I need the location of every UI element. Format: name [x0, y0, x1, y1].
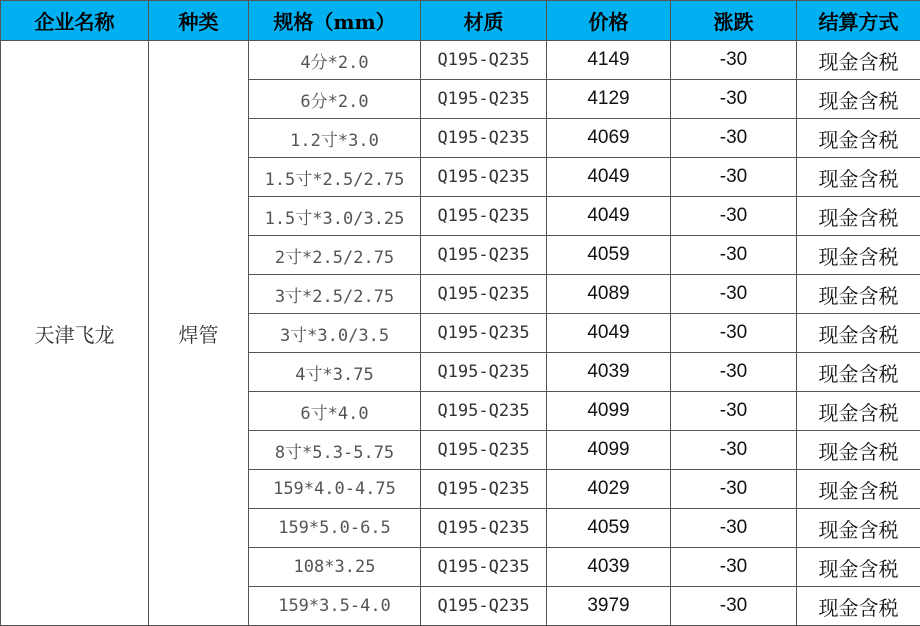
header-category: 种类 [149, 1, 249, 41]
material-cell: Q195-Q235 [421, 275, 547, 314]
material-cell: Q195-Q235 [421, 197, 547, 236]
spec-cell: 108*3.25 [249, 548, 421, 587]
price-cell: 4149 [547, 41, 671, 80]
settlement-cell: 现金含税 [797, 392, 920, 431]
price-cell: 4029 [547, 470, 671, 509]
spec-cell: 3寸*2.5/2.75 [249, 275, 421, 314]
spec-cell: 159*5.0-6.5 [249, 509, 421, 548]
change-cell: -30 [671, 236, 797, 275]
material-cell: Q195-Q235 [421, 431, 547, 470]
price-cell: 4049 [547, 197, 671, 236]
material-cell: Q195-Q235 [421, 236, 547, 275]
settlement-cell: 现金含税 [797, 158, 920, 197]
material-cell: Q195-Q235 [421, 119, 547, 158]
settlement-cell: 现金含税 [797, 236, 920, 275]
table-header [1, 1, 920, 41]
change-cell: -30 [671, 587, 797, 626]
material-cell: Q195-Q235 [421, 548, 547, 587]
price-cell: 4059 [547, 236, 671, 275]
change-cell: -30 [671, 392, 797, 431]
header-material: 材质 [421, 1, 547, 41]
spec-cell: 6寸*4.0 [249, 392, 421, 431]
price-cell: 4059 [547, 509, 671, 548]
price-cell: 4099 [547, 392, 671, 431]
price-cell: 3979 [547, 587, 671, 626]
material-cell: Q195-Q235 [421, 587, 547, 626]
header-spec: 规格（mm） [249, 1, 421, 41]
price-cell: 4039 [547, 548, 671, 587]
price-cell: 4089 [547, 275, 671, 314]
change-cell: -30 [671, 314, 797, 353]
change-cell: -30 [671, 275, 797, 314]
spec-cell: 4寸*3.75 [249, 353, 421, 392]
change-cell: -30 [671, 119, 797, 158]
header-change: 涨跌 [671, 1, 797, 41]
change-cell: -30 [671, 470, 797, 509]
change-cell: -30 [671, 353, 797, 392]
table-body [1, 41, 920, 626]
spec-cell: 159*3.5-4.0 [249, 587, 421, 626]
change-cell: -30 [671, 80, 797, 119]
change-cell: -30 [671, 431, 797, 470]
category-cell: 焊管 [149, 41, 249, 626]
settlement-cell: 现金含税 [797, 587, 920, 626]
settlement-cell: 现金含税 [797, 470, 920, 509]
spec-cell: 1.2寸*3.0 [249, 119, 421, 158]
settlement-cell: 现金含税 [797, 197, 920, 236]
price-cell: 4069 [547, 119, 671, 158]
material-cell: Q195-Q235 [421, 80, 547, 119]
price-cell: 4129 [547, 80, 671, 119]
settlement-cell: 现金含税 [797, 275, 920, 314]
price-cell: 4049 [547, 158, 671, 197]
change-cell: -30 [671, 197, 797, 236]
header-settlement: 结算方式 [797, 1, 920, 41]
header-price: 价格 [547, 1, 671, 41]
settlement-cell: 现金含税 [797, 431, 920, 470]
settlement-cell: 现金含税 [797, 41, 920, 80]
header-company: 企业名称 [1, 1, 149, 41]
header-row [1, 1, 920, 41]
material-cell: Q195-Q235 [421, 392, 547, 431]
spec-cell: 8寸*5.3-5.75 [249, 431, 421, 470]
settlement-cell: 现金含税 [797, 509, 920, 548]
material-cell: Q195-Q235 [421, 509, 547, 548]
change-cell: -30 [671, 41, 797, 80]
material-cell: Q195-Q235 [421, 470, 547, 509]
price-cell: 4039 [547, 353, 671, 392]
settlement-cell: 现金含税 [797, 119, 920, 158]
spec-cell: 1.5寸*3.0/3.25 [249, 197, 421, 236]
settlement-cell: 现金含税 [797, 314, 920, 353]
settlement-cell: 现金含税 [797, 548, 920, 587]
table-row [1, 41, 920, 80]
settlement-cell: 现金含税 [797, 353, 920, 392]
spec-cell: 6分*2.0 [249, 80, 421, 119]
material-cell: Q195-Q235 [421, 353, 547, 392]
spec-cell: 1.5寸*2.5/2.75 [249, 158, 421, 197]
change-cell: -30 [671, 509, 797, 548]
material-cell: Q195-Q235 [421, 158, 547, 197]
spec-cell: 2寸*2.5/2.75 [249, 236, 421, 275]
settlement-cell: 现金含税 [797, 80, 920, 119]
material-cell: Q195-Q235 [421, 41, 547, 80]
spec-cell: 4分*2.0 [249, 41, 421, 80]
spec-cell: 3寸*3.0/3.5 [249, 314, 421, 353]
company-cell: 天津飞龙 [1, 41, 149, 626]
change-cell: -30 [671, 158, 797, 197]
spec-cell: 159*4.0-4.75 [249, 470, 421, 509]
material-cell: Q195-Q235 [421, 314, 547, 353]
change-cell: -30 [671, 548, 797, 587]
price-cell: 4099 [547, 431, 671, 470]
price-cell: 4049 [547, 314, 671, 353]
